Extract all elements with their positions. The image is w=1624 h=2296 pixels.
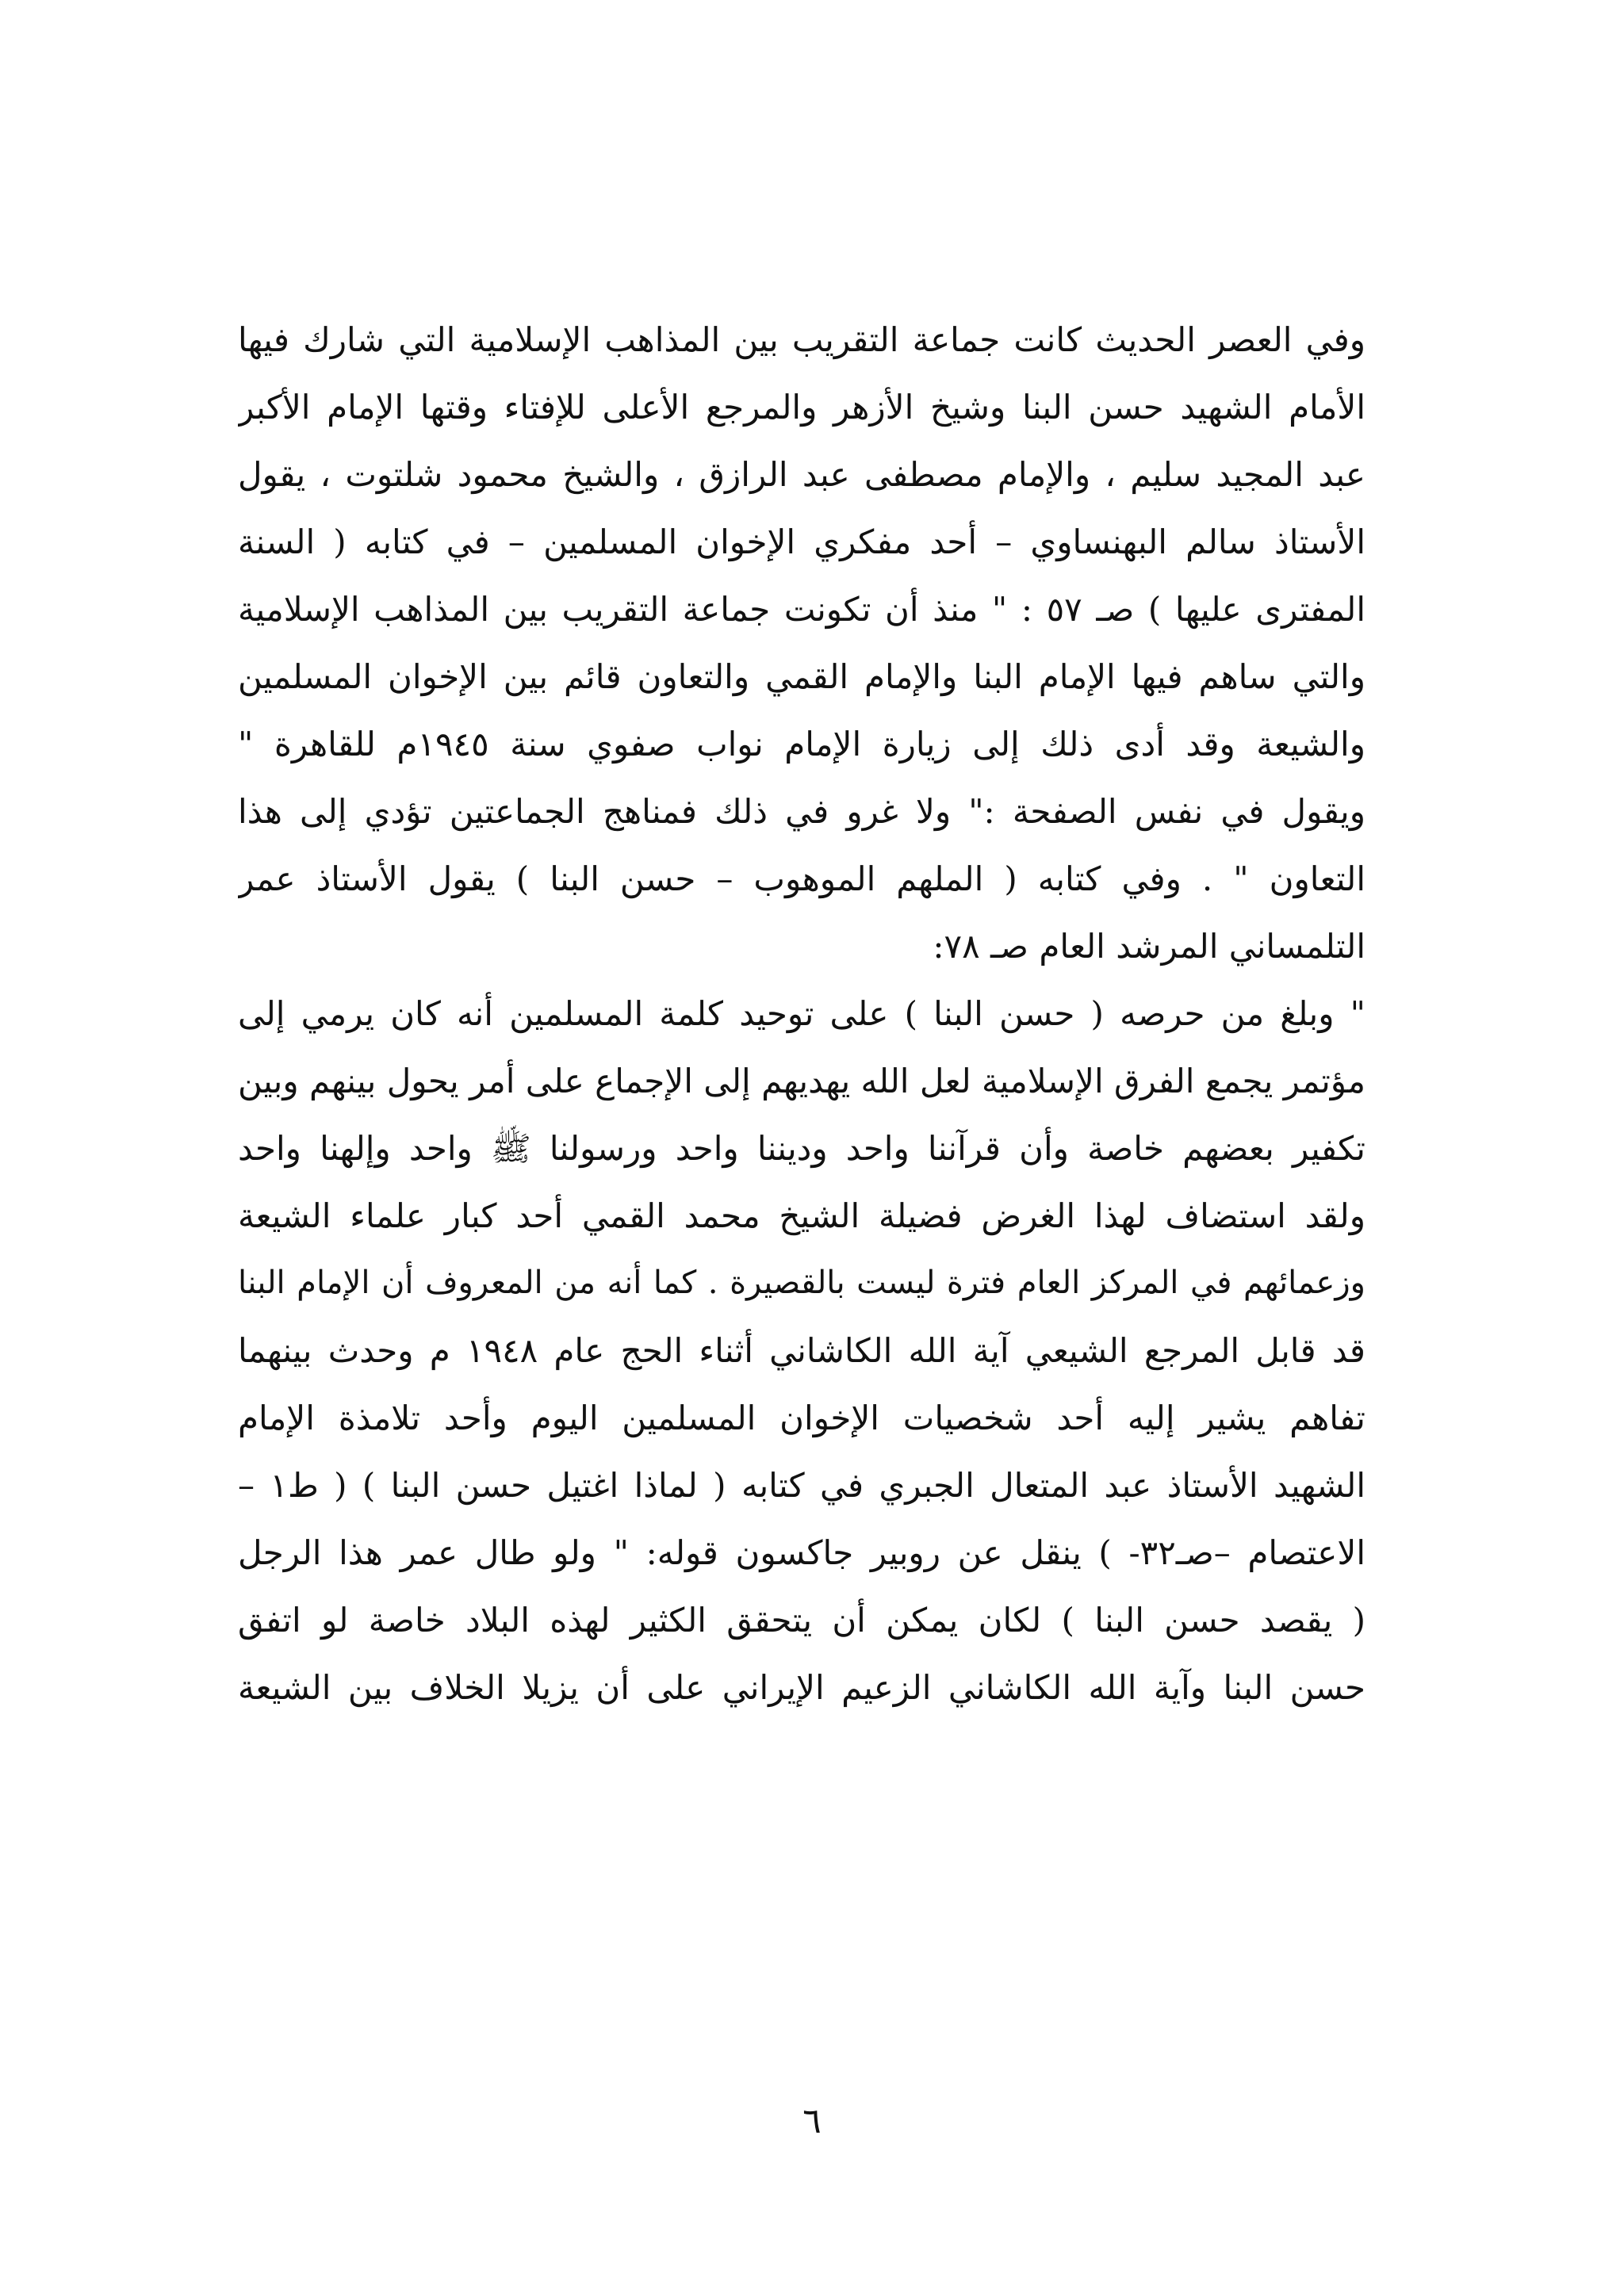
body-text <box>238 306 1365 1721</box>
text-line: المفترى عليها ) صـ ٥٧ : " منذ أن تكونت جماعة التقريب بين المذاهب الإسلامية <box>238 590 1365 629</box>
text-line: عبد المجيد سليم ، والإمام مصطفى عبد الرازق ، والشيخ محمود شلتوت ، يقول <box>238 455 1365 494</box>
text-line: التعاون " . وفي كتابه ( الملهم الموهوب – حسن البنا ) يقول الأستاذ عمر <box>238 859 1365 898</box>
text-line: حسن البنا وآية الله الكاشاني الزعيم الإيراني على أن يزيلا الخلاف بين الشيعة <box>238 1668 1365 1707</box>
text-line: قد قابل المرجع الشيعي آية الله الكاشاني أثناء الحج عام ١٩٤٨ م وحدث بينهما <box>238 1331 1365 1370</box>
text-line: " وبلغ من حرصه ( حسن البنا ) على توحيد كلمة المسلمين أنه كان يرمي إلى <box>238 994 1365 1033</box>
text-line: والشيعة وقد أدى ذلك إلى زيارة الإمام نواب صفوي سنة ١٩٤٥م للقاهرة " <box>238 725 1365 763</box>
text-line: ولقد استضاف لهذا الغرض فضيلة الشيخ محمد القمي أحد كبار علماء الشيعة <box>238 1196 1365 1235</box>
text-line: تكفير بعضهم خاصة وأن قرآننا واحد وديننا واحد ورسولنا ﷺ واحد وإلهنا واحد <box>238 1129 1365 1168</box>
text-line: وفي العصر الحديث كانت جماعة التقريب بين المذاهب الإسلامية التي شارك فيها <box>238 320 1365 359</box>
text-line: وزعمائهم في المركز العام فترة ليست بالقصيرة . كما أنه من المعروف أن الإمام البنا <box>238 1265 1365 1301</box>
page-number: ٦ <box>802 2101 822 2141</box>
text-line: الشهيد الأستاذ عبد المتعال الجبري في كتابه ( لماذا اغتيل حسن البنا ) ( ط١ – <box>238 1466 1365 1505</box>
text-line: التلمساني المرشد العام صـ ٧٨: <box>933 927 1365 966</box>
text-line: الأستاذ سالم البهنساوي – أحد مفكري الإخوان المسلمين – في كتابه ( السنة <box>238 522 1365 561</box>
text-line: تفاهم يشير إليه أحد شخصيات الإخوان المسلمين اليوم وأحد تلامذة الإمام <box>238 1399 1365 1437</box>
text-line: ( يقصد حسن البنا ) لكان يمكن أن يتحقق الكثير لهذه البلاد خاصة لو اتفق <box>238 1601 1365 1640</box>
text-line: مؤتمر يجمع الفرق الإسلامية لعل الله يهديهم إلى الإجماع على أمر يحول بينهم وبين <box>238 1062 1365 1100</box>
text-line: الأمام الشهيد حسن البنا وشيخ الأزهر والمرجع الأعلى للإفتاء وقتها الإمام الأكبر <box>238 388 1365 427</box>
text-line: الاعتصام –صـ٣٢- ) ينقل عن روبير جاكسون قوله: " ولو طال عمر هذا الرجل <box>238 1533 1365 1572</box>
text-line: ويقول في نفس الصفحة :" ولا غرو في ذلك فمناهج الجماعتين تؤدي إلى هذا <box>238 792 1365 831</box>
text-line: والتي ساهم فيها الإمام البنا والإمام القمي والتعاون قائم بين الإخوان المسلمين <box>238 657 1365 696</box>
